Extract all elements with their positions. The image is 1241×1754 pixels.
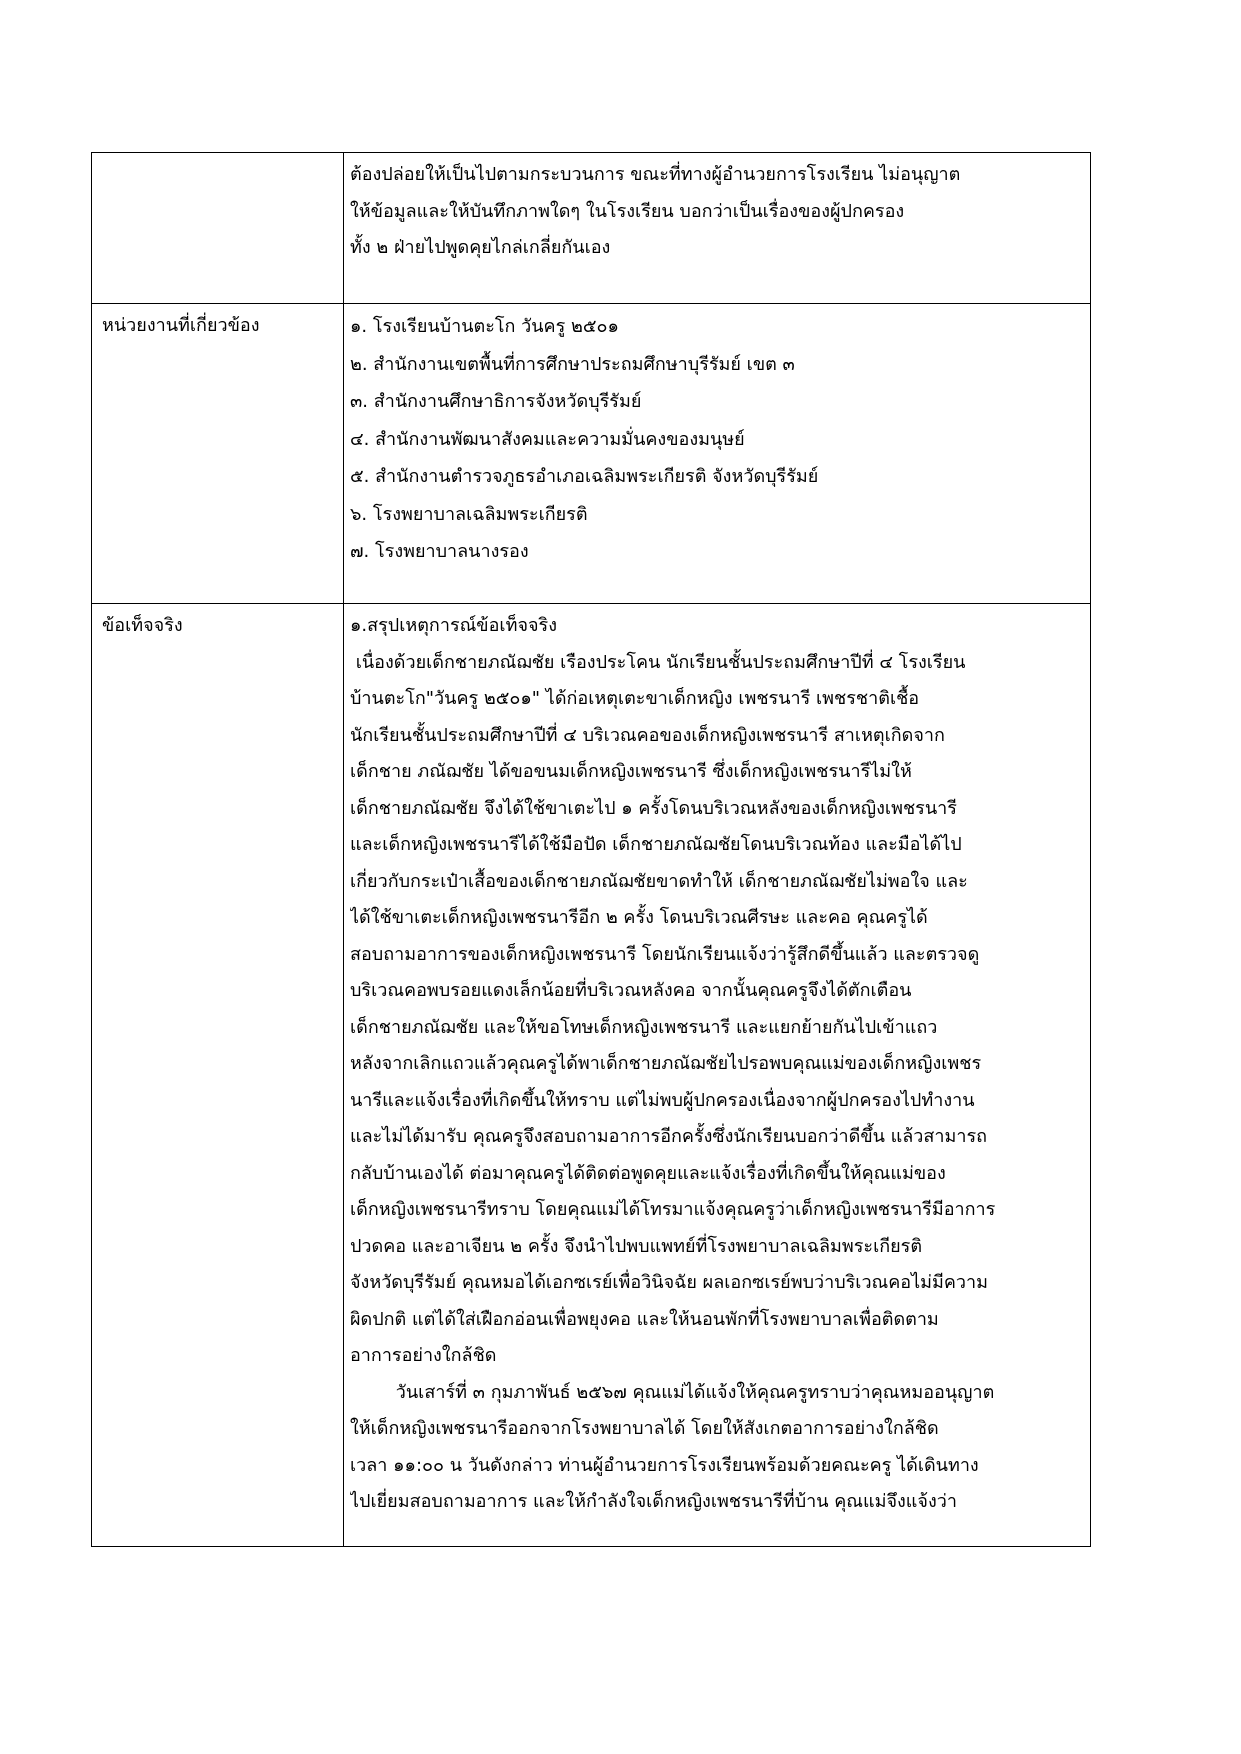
fact-line: เวลา ๑๑:๐๐ น วันดังกล่าว ท่านผู้อำนวยการโรงเรียนพร้อมด้วยคณะครู ได้เดินทาง	[350, 1454, 979, 1476]
agency-list-item: ๖. โรงพยาบาลเฉลิมพระเกียรติ	[350, 503, 588, 525]
fact-line: เกี่ยวกับกระเป๋าเสื้อของเด็กชายภณัฌชัยขาดทำให้ เด็กชายภณัฌชัยไม่พอใจ และ	[350, 870, 968, 892]
row-divider-2	[92, 603, 1090, 604]
fact-line: เด็กชายภณัฌชัย และให้ขอโทษเด็กหญิงเพชรนารี และแยกย้ายกันไปเข้าแถว	[350, 1016, 938, 1038]
column-divider	[343, 153, 344, 1546]
fact-line: และเด็กหญิงเพชรนารีได้ใช้มือปัด เด็กชายภณัฌชัยโดนบริเวณท้อง และมือได้ไป	[350, 834, 962, 855]
fact-line: ผิดปกติ แต่ได้ใส่เฝือกอ่อนเพื่อพยุงคอ และให้นอนพักที่โรงพยาบาลเพื่อติดตาม	[350, 1308, 939, 1330]
row-2-label: หน่วยงานที่เกี่ยวข้อง	[102, 315, 260, 336]
fact-line: ปวดคอ และอาเจียน ๒ ครั้ง จึงนำไปพบแพทย์ที่โรงพยาบาลเฉลิมพระเกียรติ	[350, 1235, 923, 1257]
row-1-line: ให้ข้อมูลและให้บันทึกภาพใดๆ ในโรงเรียน บอกว่าเป็นเรื่องของผู้ปกครอง	[350, 200, 905, 222]
fact-line: ไปเยี่ยมสอบถามอาการ และให้กำลังใจเด็กหญิงเพชรนารีที่บ้าน คุณแม่จึงแจ้งว่า	[350, 1491, 957, 1512]
fact-line: จังหวัดบุรีรัมย์ คุณหมอได้เอกซเรย์เพื่อวินิจฉัย ผลเอกซเรย์พบว่าบริเวณคอไม่มีความ	[350, 1272, 989, 1293]
fact-line: บ้านตะโก"วันครู ๒๕๐๑" ได้ก่อเหตุเตะขาเด็กหญิง เพชรนารี เพชรชาติเชื้อ	[350, 688, 920, 709]
fact-line: กลับบ้านเองได้ ต่อมาคุณครูได้ติดต่อพูดคุยและแจ้งเรื่องที่เกิดขึ้นให้คุณแม่ของ	[350, 1162, 946, 1184]
row-divider-1	[92, 303, 1090, 304]
row-1-line: ต้องปล่อยให้เป็นไปตามกระบวนการ ขณะที่ทางผู้อำนวยการโรงเรียน ไม่อนุญาต	[350, 164, 961, 185]
fact-line: เด็กหญิงเพชรนารีทราบ โดยคุณแม่ได้โทรมาแจ้งคุณครูว่าเด็กหญิงเพชรนารีมีอาการ	[350, 1199, 996, 1220]
fact-line: ได้ใช้ขาเตะเด็กหญิงเพชรนารีอีก ๒ ครั้ง โดนบริเวณศีรษะ และคอ คุณครูได้	[350, 907, 928, 928]
fact-line: นารีและแจ้งเรื่องที่เกิดขึ้นให้ทราบ แต่ไม่พบผู้ปกครองเนื่องจากผู้ปกครองไปทำงาน	[350, 1089, 975, 1111]
row-3-content	[350, 608, 1090, 1521]
fact-line: หลังจากเลิกแถวแล้วคุณครูได้พาเด็กชายภณัฌชัยไปรอพบคุณแม่ของเด็กหญิงเพชร	[350, 1053, 982, 1074]
agency-list-item: ๑. โรงเรียนบ้านตะโก วันครู ๒๕๐๑	[350, 316, 619, 337]
fact-line: บริเวณคอพบรอยแดงเล็กน้อยที่บริเวณหลังคอ จากนั้นคุณครูจึงได้ตักเตือน	[350, 980, 912, 1001]
agency-list-item: ๓. สำนักงานศึกษาธิการจังหวัดบุรีรัมย์	[350, 391, 642, 412]
fact-line: และไม่ได้มารับ คุณครูจึงสอบถามอาการอีกครั้งซึ่งนักเรียนบอกว่าดีขึ้น แล้วสามารถ	[350, 1126, 988, 1147]
agency-list-item: ๔. สำนักงานพัฒนาสังคมและความมั่นคงของมนุษย์	[350, 428, 745, 450]
fact-line: ให้เด็กหญิงเพชรนารีออกจากโรงพยาบาลได้ โดยให้สังเกตอาการอย่างใกล้ชิด	[350, 1418, 939, 1439]
fact-line: วันเสาร์ที่ ๓ กุมภาพันธ์ ๒๕๖๗ คุณแม่ได้แจ้งให้คุณครูทราบว่าคุณหมออนุญาต	[350, 1381, 995, 1403]
row-3-label: ข้อเท็จจริง	[102, 615, 183, 636]
agency-list-item: ๗. โรงพยาบาลนางรอง	[350, 541, 529, 562]
fact-line: เนื่องด้วยเด็กชายภณัฌชัย เรืองประโคน นักเรียนชั้นประถมศึกษาปีที่ ๔ โรงเรียน	[350, 651, 966, 673]
document-table	[91, 152, 1091, 1547]
fact-line: นักเรียนชั้นประถมศึกษาปีที่ ๔ บริเวณคอของเด็กหญิงเพชรนารี สาเหตุเกิดจาก	[350, 724, 945, 746]
fact-line: สอบถามอาการของเด็กหญิงเพชรนารี โดยนักเรียนแจ้งว่ารู้สึกดีขึ้นแล้ว และตรวจดู	[350, 943, 980, 965]
row-1-line: ทั้ง ๒ ฝ่ายไปพูดคุยไกล่เกลี่ยกันเอง	[350, 237, 611, 258]
fact-line: เด็กชายภณัฌชัย จึงได้ใช้ขาเตะไป ๑ ครั้งโดนบริเวณหลังของเด็กหญิงเพชรนารี	[350, 797, 957, 819]
fact-line: ๑.สรุปเหตุการณ์ข้อเท็จจริง	[350, 615, 557, 636]
agency-list-item: ๕. สำนักงานตำรวจภูธรอำเภอเฉลิมพระเกียรติ จังหวัดบุรีรัมย์	[350, 466, 819, 487]
row-2-content	[350, 308, 1090, 571]
fact-line: เด็กชาย ภณัฌชัย ได้ขอขนมเด็กหญิงเพชรนารี ซึ่งเด็กหญิงเพชรนารีไม่ให้	[350, 761, 912, 782]
agency-list-item: ๒. สำนักงานเขตพื้นที่การศึกษาประถมศึกษาบุรีรัมย์ เขต ๓	[350, 353, 795, 375]
fact-line: อาการอย่างใกล้ชิด	[350, 1345, 497, 1366]
row-1-content	[350, 157, 1090, 267]
